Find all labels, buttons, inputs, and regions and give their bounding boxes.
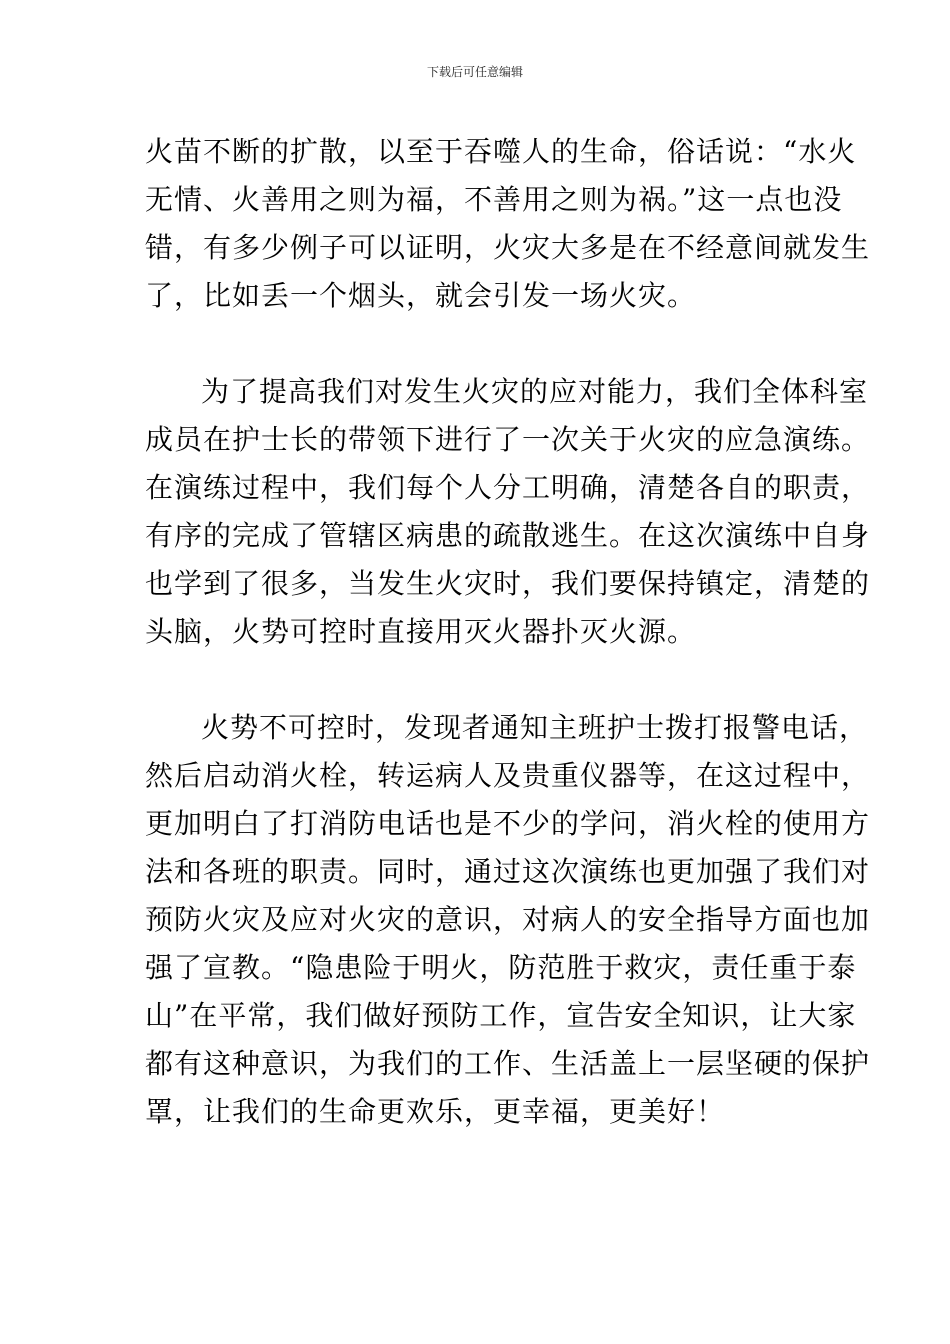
text-line: 罩，让我们的生命更欢乐，更幸福，更美好！ bbox=[145, 1095, 726, 1128]
paragraph-1 bbox=[145, 128, 871, 320]
text-line: 法和各班的职责。同时，通过这次演练也更加强了我们对 bbox=[145, 855, 871, 888]
page-header: 下载后可任意编辑 bbox=[426, 65, 523, 79]
text-line: 火苗不断的扩散，以至于吞噬人的生命，俗话说：“水火 bbox=[145, 135, 857, 168]
paragraph-2 bbox=[145, 368, 871, 656]
paragraph-3 bbox=[145, 704, 871, 1136]
text-line: 预防火灾及应对火灾的意识，对病人的安全指导方面也加 bbox=[145, 903, 871, 936]
text-line: 山”在平常，我们做好预防工作，宣告安全知识，让大家 bbox=[145, 999, 857, 1032]
document-body bbox=[145, 128, 871, 1184]
text-line: 也学到了很多，当发生火灾时，我们要保持镇定，清楚的 bbox=[145, 567, 871, 600]
text-line: 有序的完成了管辖区病患的疏散逃生。在这次演练中自身 bbox=[145, 519, 871, 552]
text-line: 成员在护士长的带领下进行了一次关于火灾的应急演练。 bbox=[145, 423, 871, 456]
text-line: 错，有多少例子可以证明，火灾大多是在不经意间就发生 bbox=[145, 231, 871, 264]
text-line: 都有这种意识，为我们的工作、生活盖上一层坚硬的保护 bbox=[145, 1047, 871, 1080]
text-line: 在演练过程中，我们每个人分工明确，清楚各自的职责， bbox=[145, 471, 871, 504]
text-line: 了，比如丢一个烟头，就会引发一场火灾。 bbox=[145, 279, 697, 312]
text-line: 火势不可控时，发现者通知主班护士拨打报警电话， bbox=[201, 711, 869, 744]
text-line: 为了提高我们对发生火灾的应对能力，我们全体科室 bbox=[201, 375, 869, 408]
text-line: 头脑，火势可控时直接用灭火器扑灭火源。 bbox=[145, 615, 697, 648]
text-line: 无情、火善用之则为福，不善用之则为祸。”这一点也没 bbox=[145, 183, 843, 216]
text-line: 更加明白了打消防电话也是不少的学问，消火栓的使用方 bbox=[145, 807, 871, 840]
text-line: 然后启动消火栓，转运病人及贵重仪器等，在这过程中， bbox=[145, 759, 871, 792]
text-line: 强了宣教。“隐患险于明火，防范胜于救灾，责任重于泰 bbox=[145, 951, 857, 984]
